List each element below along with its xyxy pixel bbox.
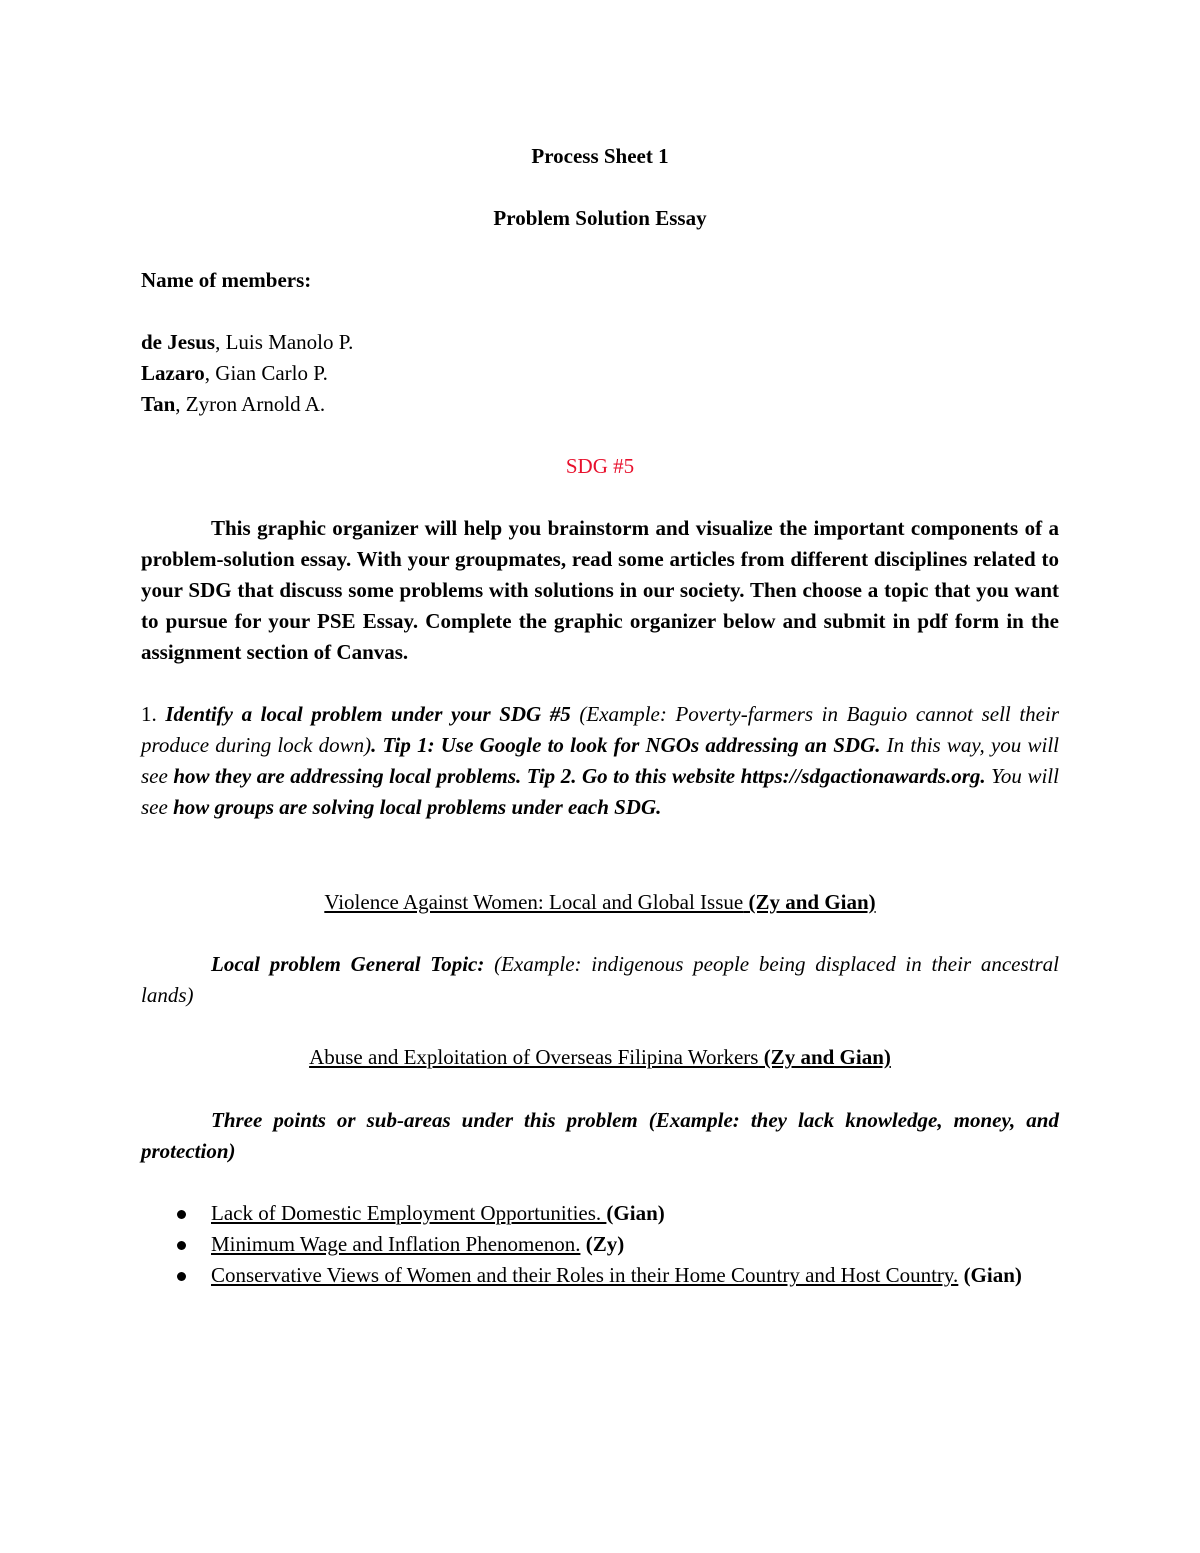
intro-paragraph: This graphic organizer will help you brainstorm and visualize the important components of a problem-solution essay. With your groupmates, read some articles from different disciplines related to your SDG that discuss some problems with solutions in our society. Then choose a topic that you want to pursue for your PSE Essay. Complete the graphic organizer below and submit in pdf form in the assignment section of Canvas. [141,516,1059,664]
document-title: Process Sheet 1 [531,144,669,168]
bullet-icon [177,1210,186,1219]
list-item: Lack of Domestic Employment Opportunities. (Gian) [141,1198,1059,1229]
member-name: de Jesus, Luis Manolo P. [141,330,354,354]
three-points-prompt: Three points or sub-areas under this problem (Example: they lack knowledge, money, and protection) [141,1108,1059,1163]
local-problem-prompt: Local problem General Topic: (Example: indigenous people being displaced in their ancestral lands) [141,952,1060,1007]
topic-line: Violence Against Women: Local and Global Issue (Zy and Gian) [324,890,876,914]
members-label: Name of members: [141,268,312,292]
document-subtitle: Problem Solution Essay [493,206,707,230]
points-list [141,1198,1059,1291]
list-item: Minimum Wage and Inflation Phenomenon. (Zy) [141,1229,1059,1260]
member-name: Lazaro, Gian Carlo P. [141,361,328,385]
bullet-icon [177,1272,186,1281]
member-name: Tan, Zyron Arnold A. [141,392,326,416]
item-1-instructions: 1. Identify a local problem under your SDG #5 (Example: Poverty-farmers in Baguio cannot sell their produce during lock down). Tip 1: Use Google to look for NGOs addressing an SDG. In this way, you will see how they are addressing local problems. Tip 2. Go to this website https://sdgactionawards.org. You will see how groups are solving local problems under each SDG. [141,702,1059,819]
local-topic-line: Abuse and Exploitation of Overseas Filipina Workers (Zy and Gian) [309,1045,891,1069]
members-list [141,327,1059,420]
sdg-heading: SDG #5 [565,454,635,478]
list-item: Conservative Views of Women and their Roles in their Home Country and Host Country. (Gian) [141,1260,1059,1291]
bullet-icon [177,1241,186,1250]
